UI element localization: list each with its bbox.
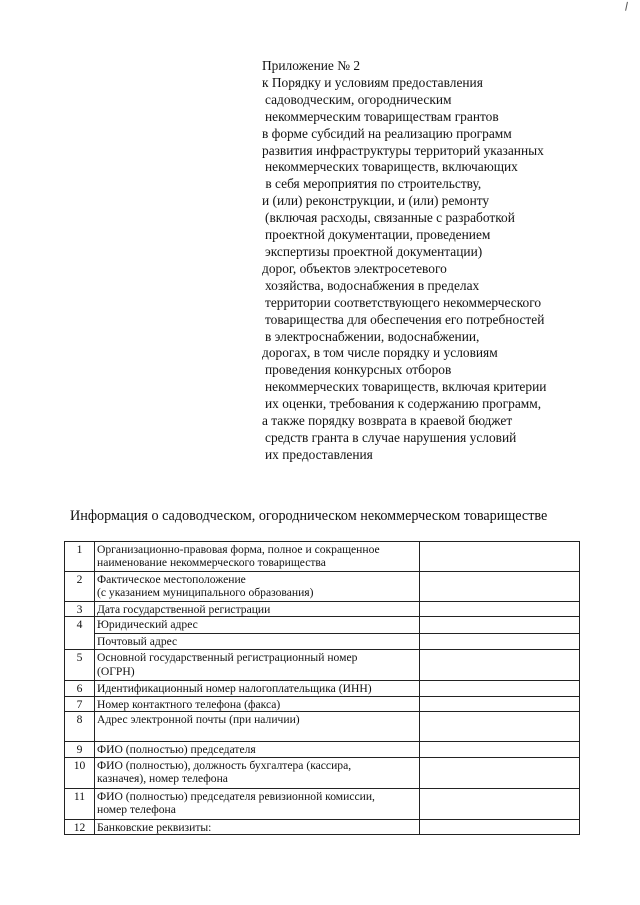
row-number: 10 xyxy=(65,757,95,788)
row-value-cell[interactable] xyxy=(420,757,580,788)
row-value-cell[interactable] xyxy=(420,742,580,757)
row-number: 12 xyxy=(65,819,95,834)
row-label-line: (с указанием муниципального образования) xyxy=(97,586,314,600)
row-number: 5 xyxy=(65,650,95,681)
row-label-line: Организационно-правовая форма, полное и сокращенное xyxy=(97,543,380,556)
row-label-line: Номер контактного телефона (факса) xyxy=(97,697,281,711)
row-label-line: Юридический адрес xyxy=(97,618,198,632)
row-label-line: Фактическое местоположение xyxy=(97,573,246,586)
table-row xyxy=(65,634,580,650)
row-label-line: ФИО (полностью) председателя xyxy=(97,743,256,757)
appendix-line: развития инфраструктуры территорий указанных xyxy=(262,142,544,158)
row-value-cell[interactable] xyxy=(420,602,580,617)
row-value-cell[interactable] xyxy=(420,572,580,602)
row-label-line: номер телефона xyxy=(97,803,176,817)
row-value-cell[interactable] xyxy=(420,712,580,742)
table-row xyxy=(65,757,580,788)
row-value-cell[interactable] xyxy=(420,617,580,634)
appendix-line: экспертизы проектной документации) xyxy=(265,243,483,259)
table-row xyxy=(65,696,580,711)
appendix-line: в форме субсидий на реализацию программ xyxy=(262,125,512,141)
row-label xyxy=(95,757,420,788)
table-row xyxy=(65,602,580,617)
row-number: 8 xyxy=(65,712,95,742)
corner-pen-mark xyxy=(625,2,630,11)
row-label xyxy=(95,542,420,572)
row-label-line: Адрес электронной почты (при наличии) xyxy=(97,713,300,727)
appendix-line: (включая расходы, связанные с разработкой xyxy=(265,210,515,226)
appendix-line: и (или) реконструкции, и (или) ремонту xyxy=(262,193,490,209)
row-label xyxy=(95,634,420,650)
table-row xyxy=(65,650,580,681)
row-value-cell[interactable] xyxy=(420,542,580,572)
row-number: 1 xyxy=(65,542,95,572)
info-title: Информация о садоводческом, огородническом некоммерческом товариществе xyxy=(70,508,548,524)
row-label xyxy=(95,602,420,617)
table-row xyxy=(65,742,580,757)
appendix-line: проектной документации, проведением xyxy=(265,227,491,243)
row-value-cell[interactable] xyxy=(420,681,580,696)
table-row xyxy=(65,572,580,602)
row-number: 3 xyxy=(65,602,95,617)
row-label xyxy=(95,742,420,757)
row-number: 6 xyxy=(65,681,95,696)
appendix-line: территории соответствующего некоммерческого xyxy=(265,294,542,310)
row-number: 4 xyxy=(65,617,95,650)
appendix-line: некоммерческих товариществ, включающих xyxy=(265,159,518,175)
appendix-line: проведения конкурсных отборов xyxy=(265,362,452,378)
table-row xyxy=(65,819,580,834)
appendix-line: в электроснабжении, водоснабжении, xyxy=(265,328,480,344)
appendix-header xyxy=(262,58,602,464)
appendix-line: к Порядку и условиям предоставления xyxy=(262,74,483,90)
row-label-line: ФИО (полностью), должность бухгалтера (кассира, xyxy=(97,758,352,772)
appendix-line: а также порядку возврата в краевой бюджет xyxy=(262,413,513,429)
row-label xyxy=(95,617,420,634)
table-row xyxy=(65,681,580,696)
row-value-cell[interactable] xyxy=(420,819,580,834)
table-row xyxy=(65,788,580,819)
row-number: 11 xyxy=(65,788,95,819)
row-label xyxy=(95,819,420,834)
row-label-line: Банковские реквизиты: xyxy=(97,820,212,834)
row-label xyxy=(95,650,420,681)
row-label xyxy=(95,681,420,696)
table-row xyxy=(65,542,580,572)
row-label xyxy=(95,788,420,819)
appendix-line: Приложение № 2 xyxy=(262,58,361,73)
appendix-line: дорог, объектов электросетевого xyxy=(262,260,447,276)
row-value-cell[interactable] xyxy=(420,696,580,711)
appendix-line: хозяйства, водоснабжения в пределах xyxy=(265,277,480,293)
row-label-line: казначея), номер телефона xyxy=(97,772,228,786)
row-label-line: Почтовый адрес xyxy=(97,635,178,649)
appendix-line: садоводческим, огородническим xyxy=(265,91,452,107)
row-label-line: Идентификационный номер налогоплательщика (ИНН) xyxy=(97,682,372,696)
row-number: 2 xyxy=(65,572,95,602)
row-label xyxy=(95,696,420,711)
appendix-line: некоммерческим товариществам грантов xyxy=(265,108,499,124)
appendix-line: их оценки, требования к содержанию программ, xyxy=(265,396,542,412)
table-row xyxy=(65,712,580,742)
row-label-line: Дата государственной регистрации xyxy=(97,603,271,616)
row-value-cell[interactable] xyxy=(420,788,580,819)
row-label-line: ФИО (полностью) председателя ревизионной комиссии, xyxy=(97,789,375,803)
row-label xyxy=(95,572,420,602)
row-label-line: наименование некоммерческого товарищества xyxy=(97,556,326,570)
row-number: 9 xyxy=(65,742,95,757)
appendix-line: их предоставления xyxy=(265,446,373,462)
appendix-line: дорогах, в том числе порядку и условиям xyxy=(262,345,498,361)
row-value-cell[interactable] xyxy=(420,634,580,650)
row-number: 7 xyxy=(65,696,95,711)
table-row xyxy=(65,617,580,634)
appendix-line: товарищества для обеспечения его потребностей xyxy=(265,311,545,327)
appendix-line: в себя мероприятия по строительству, xyxy=(262,176,482,192)
row-label xyxy=(95,712,420,742)
info-table xyxy=(64,541,580,835)
appendix-line: средств гранта в случае нарушения условий xyxy=(265,429,517,445)
row-value-cell[interactable] xyxy=(420,650,580,681)
row-label-line: Основной государственный регистрационный номер xyxy=(97,651,358,665)
row-label-line: (ОГРН) xyxy=(97,664,135,678)
appendix-line: некоммерческих товариществ, включая критерии xyxy=(265,379,547,395)
